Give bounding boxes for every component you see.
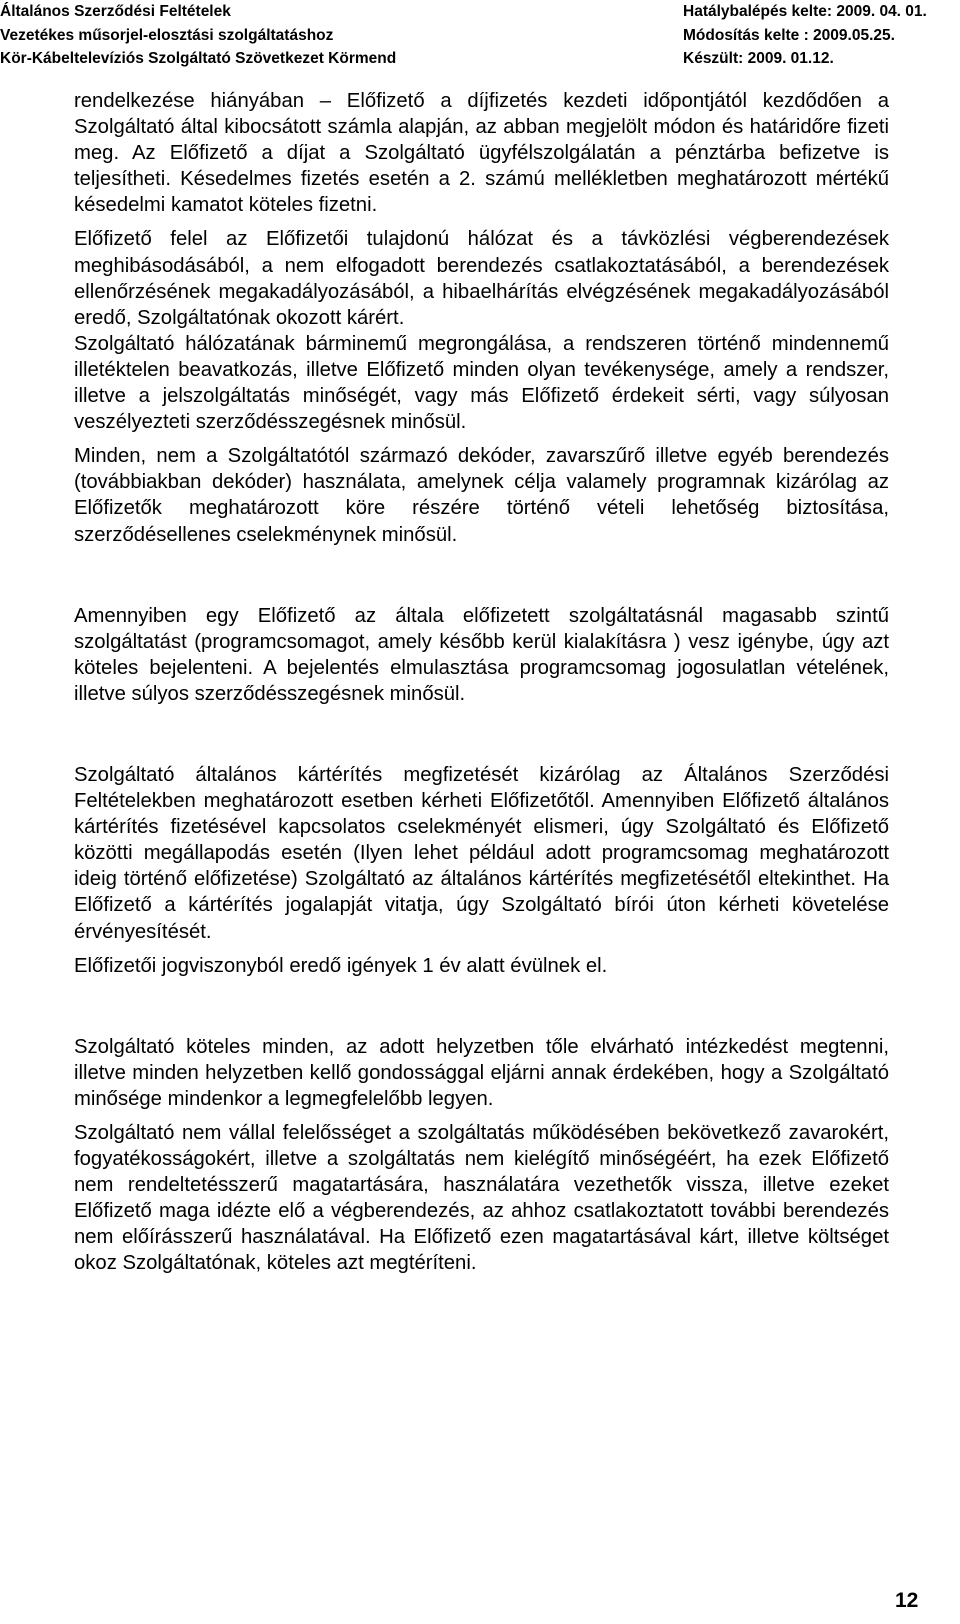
paragraph-subscriber-liability: Előfizető felel az Előfizetői tulajdonú hálózat és a távközlési végberendezések meghibásodásából, a nem elfogadott berendezés csatlakoztatásából, a berendezések ellenőrzésének megakadályozásából, a hibaelhárítás elvégzésének megakadályozásából eredő, Szolgáltatónak okozott kárért.: [74, 228, 889, 329]
header-provider-name: Kör-Kábeltelevíziós Szolgáltató Szövetkezet Körmend: [0, 50, 397, 67]
paragraph-spacer: [74, 979, 889, 1034]
paragraph-spacer: [74, 218, 889, 226]
header-service-name: Vezetékes műsorjel-elosztási szolgáltatáshoz: [0, 27, 334, 44]
paragraph-spacer: [74, 945, 889, 953]
document-header: [0, 0, 960, 72]
header-row-2: [0, 24, 960, 48]
paragraph-spacer: [74, 435, 889, 443]
paragraph-spacer: [74, 707, 889, 762]
header-document-title: Általános Szerződési Feltételek: [0, 3, 231, 20]
paragraph-provider-obligation: Szolgáltató köteles minden, az adott helyzetben tőle elvárható intézkedést megtenni, illetve minden helyzetben kellő gondossággal eljárni annak érdekében, hogy a Szolgáltató minősége mindenkor a legmegfelelőbb legyen.: [74, 1035, 889, 1110]
page-number: 12: [895, 1589, 919, 1612]
header-row-1: [0, 0, 960, 24]
paragraph-spacer: [74, 548, 889, 603]
paragraph-payment: rendelkezése hiányában – Előfizető a díjfizetés kezdeti időpontjától kezdődően a Szolgáltató által kibocsátott számla alapján, az abban megjelölt módon és határidőre fizeti meg. Az Előfizető a díjat a Szolgáltató ügyfélszolgálatán a pénztárba befizetve is teljesítheti. Késedelmes fizetés esetén a 2. számú mellékletben meghatározott mértékű késedelmi kamatot köteles fizetni.: [74, 90, 889, 217]
document-body: [74, 88, 889, 1277]
header-effective-date: Hatálybalépés kelte: 2009. 04. 01.: [683, 3, 927, 20]
paragraph-claims-limitation: Előfizetői jogviszonyból eredő igények 1 év alatt évülnek el.: [74, 954, 608, 977]
paragraph-decoder-use: Minden, nem a Szolgáltatótól származó dekóder, zavarszűrő illetve egyéb berendezés (továbbiakban dekóder) használata, amelynek célja valamely programnak kizárólag az Előfizetők meghatározott köre részére történő vételi lehetőség biztosítása, szerződésellenes cselekménynek minősül.: [74, 445, 889, 546]
header-row-3: [0, 47, 960, 71]
paragraph-general-compensation: Szolgáltató általános kártérítés megfizetését kizárólag az Általános Szerződési Feltételekben meghatározott esetben kérheti Előfizetőtől. Amennyiben Előfizető általános kártérítés fizetésével kapcsolatos cselekményét elismeri, úgy Szolgáltató és Előfizető közötti megállapodás esetén (Ilyen lehet például adott programcsomag meghatározott ideig történő előfizetése) Szolgáltató az általános kártérítés megfizetésétől eltekinthet. Ha Előfizető a kártérítés jogalapját vitatja, úgy Szolgáltató bírói úton kérheti követelése érvényesítését.: [74, 763, 889, 943]
paragraph-network-damage: Szolgáltató hálózatának bárminemű megrongálása, a rendszeren történő mindennemű illetéktelen beavatkozás, illetve Előfizető minden olyan tevékenysége, amely a rendszer, illetve a jelszolgáltatás minőségét, vagy más Előfizető érdekeit sérti, vagy súlyosan veszélyezteti szerződésszegésnek minősül.: [74, 332, 889, 434]
header-created-date: Készült: 2009. 01.12.: [683, 50, 834, 67]
paragraph-spacer: [74, 1112, 889, 1120]
header-divider: [0, 71, 960, 72]
header-modification-date: Módosítás kelte : 2009.05.25.: [683, 27, 895, 44]
paragraph-provider-disclaimer: Szolgáltató nem vállal felelősséget a szolgáltatás működésében bekövetkező zavarokért, fogyatékosságokért, illetve a szolgáltatás nem kielégítő minőségéért, ha ezek Előfizető nem rendeltetésszerű magatartására, használatára vezethetők vissza, illetve ezeket Előfizető maga idézte elő a végberendezés, az ahhoz csatlakoztatott további berendezés nem előírásszerű használatával. Ha Előfizető ezen magatartásával kárt, illetve költséget okoz Szolgáltatónak, köteles azt megtéríteni.: [74, 1122, 889, 1275]
paragraph-higher-service: Amennyiben egy Előfizető az általa előfizetett szolgáltatásnál magasabb szintű szolgáltatást (programcsomagot, amely később kerül kialakításra ) vesz igénybe, úgy azt köteles bejelenteni. A bejelentés elmulasztása programcsomag jogosulatlan vételének, illetve súlyos szerződésszegésnek minősül.: [74, 604, 889, 705]
